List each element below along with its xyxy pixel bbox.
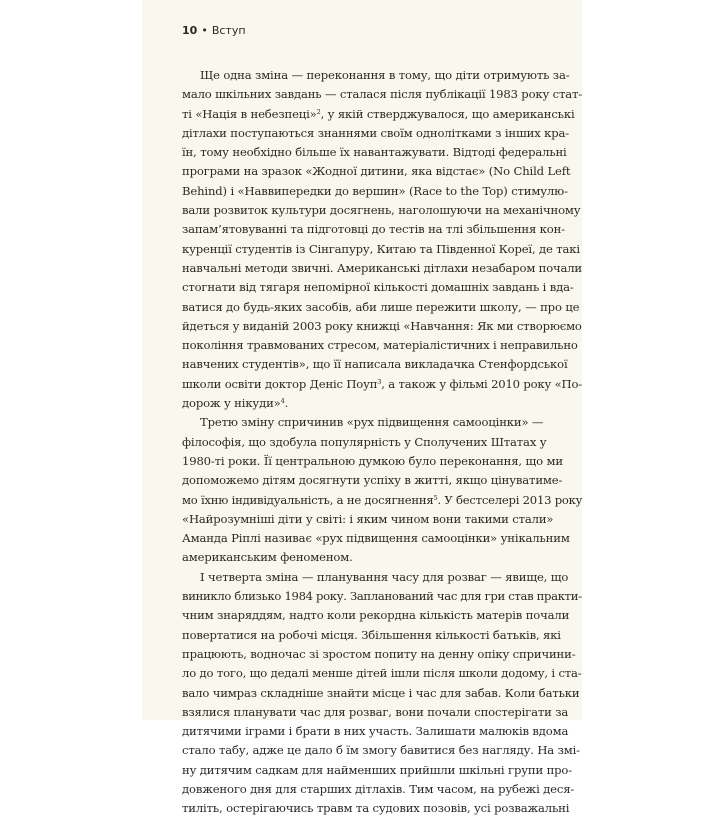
text-segment: програми на зразок «Жодної дитини, яка відстає» (No Child Left [182,164,571,179]
text-line [182,568,582,587]
running-header [182,24,246,37]
text-segment: навчених студентів», що її написала викладачка Стенфордської [182,357,568,372]
text-segment: «Найрозумніші діти у світі: і яким чином вони такими стали» [182,511,554,526]
body-text [182,66,582,819]
text-segment: Behind) і «Наввипередки до вершин» (Race to the Top) стимулю- [182,183,568,198]
text-line [182,201,582,220]
text-segment: філософія, що здобула популярність у Сполучених Штатах у [182,434,547,449]
text-line [182,413,582,432]
text-line [182,510,582,529]
text-line [182,220,582,239]
text-line [182,645,582,664]
text-line [182,317,582,336]
footnote-marker: 2 [316,107,321,116]
text-segment: ло до того, що дедалі менше дітей ішли після школи додому, і ста- [182,666,582,681]
text-line [182,278,582,297]
text-line [182,741,582,760]
text-segment: мало шкільних завдань — сталася після публікації 1983 року стат- [182,87,582,102]
text-segment: мо їхню індивідуальність, а не досягнення [182,492,434,507]
text-segment: йдеться у виданій 2003 року книжці «Навчання: Як ми створюємо [182,318,582,333]
text-line [182,162,582,181]
text-segment: , а також у фільмі 2010 року «По- [381,376,582,391]
text-segment: тиліть, остерігаючись травм та судових позовів, усі розважальні [182,801,570,816]
footnote-marker: 5 [433,493,438,502]
text-segment: ну дитячим садкам для найменших прийшли шкільні групи про- [182,762,573,777]
text-segment: Ще одна зміна — переконання в тому, що діти отримують за- [200,68,570,82]
text-segment: чним знаряддям, надто коли рекордна кількість матерів почали [182,608,570,623]
text-segment: стало табу, адже це дало б їм змогу бавитися без нагляду. На змі- [182,743,580,758]
text-segment: вали розвиток культури досягнень, наголошуючи на механічному [182,203,581,218]
text-line [182,529,582,548]
text-segment: запам’ятовуванні та підготовці до тестів на тлі збільшення кон- [182,222,565,237]
text-line [182,587,582,606]
text-line [182,85,582,104]
text-segment: куренції студентів із Сінгапуру, Китаю та Південної Кореї, де такі [182,241,580,256]
text-line [182,722,582,741]
text-segment: . [284,396,289,411]
text-segment: повертатися на робочі місця. Збільшення кількості батьків, які [182,627,561,642]
header-separator: • [201,24,208,37]
text-segment: покоління травмованих стресом, матеріалістичних і неправильно [182,338,578,353]
text-line [182,626,582,645]
text-segment: американським феноменом. [182,550,353,565]
page-number: 10 [182,24,198,37]
text-line [182,471,582,490]
text-line [182,780,582,799]
text-line [182,684,582,703]
text-line [182,452,582,471]
text-segment: виникло близько 1984 року. Запланований час для гри став практи- [182,589,582,604]
text-segment: І четверта зміна — планування часу для розваг — явище, що [200,569,569,584]
text-segment: школи освіти доктор Деніс Поуп [182,376,378,391]
text-line [182,66,582,85]
text-line [182,375,582,394]
text-segment: взялися планувати час для розваг, вони почали спостерігати за [182,704,569,719]
text-segment: Третю зміну спричинив «рух підвищення самооцінки» — [200,415,544,430]
text-line [182,394,582,413]
text-segment: довженого дня для старших дітлахів. Тим часом, на рубежі деся- [182,781,575,796]
text-line [182,606,582,625]
text-segment: 1980-ті роки. Її центральною думкою було переконання, що ми [182,453,563,468]
text-segment: допоможемо дітям досягнути успіху в житті, якщо цінуватиме- [182,473,563,488]
text-line [182,491,582,510]
text-segment: . У бестселері 2013 року [437,492,583,507]
text-segment: навчальні методи звичні. Американські дітлахи незабаром почали [182,260,582,275]
text-segment: стогнати від тягаря непомірної кількості домашніх завдань і вда- [182,280,574,295]
text-line [182,664,582,683]
text-segment: дорож у нікуди» [182,396,281,411]
text-segment: працюють, водночас зі зростом попиту на денну опіку спричини- [182,646,576,661]
text-line [182,298,582,317]
chapter-title: Вступ [211,24,246,37]
text-line [182,703,582,722]
text-line [182,336,582,355]
text-line [182,240,582,259]
text-segment: , у якій стверджувалося, що американські [320,106,575,121]
text-segment: ватися до будь-яких засобів, аби лише пережити школу, — про це [182,299,580,314]
text-segment: дітлахи поступаються знаннями своїм однолітками з інших кра- [182,125,570,140]
text-line [182,105,582,124]
book-page [142,0,583,816]
text-line [182,182,582,201]
text-line [182,433,582,452]
footnote-marker: 4 [280,397,285,406]
text-line [182,259,582,278]
text-segment: Аманда Ріплі називає «рух підвищення самооцінки» унікальним [182,531,570,546]
text-line [182,143,582,162]
text-line [182,548,582,567]
text-segment: дитячими іграми і брати в них участь. Залишати малюків вдома [182,724,569,739]
text-segment: ті «Нація в небезпеці» [182,106,317,121]
paragraph [182,413,582,567]
footnote-marker: 3 [377,377,382,386]
text-line [182,355,582,374]
text-segment: вало чимраз складніше знайти місце і час для забав. Коли батьки [182,685,580,700]
text-line [182,761,582,780]
paragraph [182,66,582,413]
text-line [182,799,582,818]
text-line [182,124,582,143]
text-segment: їн, тому необхідно більше їх навантажувати. Відтоді федеральні [182,145,567,160]
paragraph [182,568,582,819]
